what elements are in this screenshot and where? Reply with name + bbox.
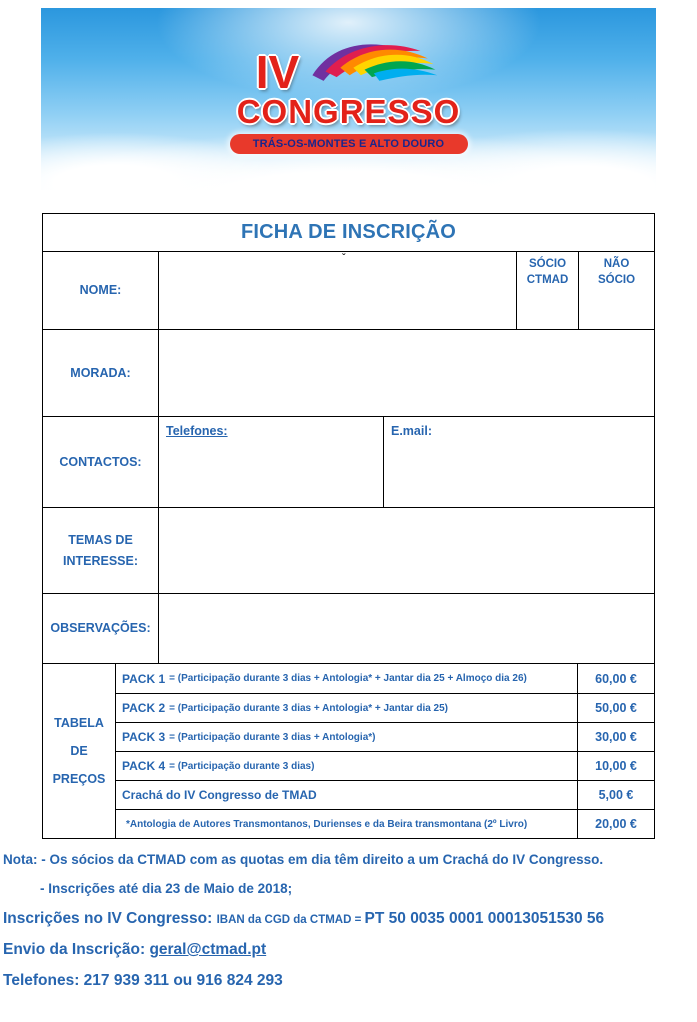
observacoes-input-area[interactable] — [159, 594, 654, 663]
price-item-name — [116, 694, 577, 722]
banner-subtitle: TRÁS-OS-MONTES E ALTO DOURO — [252, 138, 445, 150]
price-item-name — [116, 752, 577, 780]
banner-subtitle-bar — [230, 134, 468, 154]
pack-detail: = (Participação durante 3 dias + Antologia* + Jantar dia 25 + Almoço dia 26) — [169, 673, 527, 684]
price-value: 5,00 € — [577, 781, 654, 809]
form-title: FICHA DE INSCRIÇÃO — [240, 221, 457, 243]
footer-notes — [3, 852, 695, 1003]
price-value: 60,00 € — [577, 664, 654, 693]
price-table-label — [43, 664, 116, 838]
email-link[interactable]: geral@ctmad.pt — [149, 941, 267, 958]
inscricoes-label: Inscrições no IV Congresso: — [3, 910, 217, 927]
price-item-name — [116, 781, 577, 809]
price-label-line: PREÇOS — [52, 772, 106, 786]
price-value: 20,00 € — [577, 810, 654, 838]
nome-row — [43, 251, 654, 329]
nota-line: Nota: - Os sócios da CTMAD com as quotas em dia têm direito a um Crachá do IV Congresso. — [3, 852, 604, 867]
pack-detail: = (Participação durante 3 dias + Antologia*) — [169, 731, 376, 743]
pack-detail: = (Participação durante 3 dias + Antologia* + Jantar dia 25) — [169, 702, 449, 714]
price-table-section — [43, 663, 654, 838]
socio-ctmad-cell[interactable] — [516, 252, 578, 329]
inscricoes-deadline-line: - Inscrições até dia 23 de Maio de 2018; — [40, 881, 293, 896]
congress-banner — [41, 8, 656, 190]
iban-number: PT 50 0035 0001 00013051530 56 — [364, 910, 605, 927]
socio-ctmad-header: SÓCIO CTMAD — [526, 258, 569, 286]
contactos-row — [43, 416, 654, 507]
pack-title: Crachá do IV Congresso de TMAD — [122, 788, 317, 802]
pack-title: PACK 2 — [122, 701, 166, 715]
title-caret-mark: ˇ — [342, 253, 346, 264]
price-row-pack1 — [116, 664, 654, 693]
nome-input-area[interactable] — [159, 252, 516, 329]
observacoes-row — [43, 593, 654, 663]
pack-title: PACK 4 — [122, 759, 166, 773]
email-input-area[interactable] — [384, 417, 654, 507]
banner-logo-row — [41, 38, 656, 98]
registration-form-table — [42, 213, 655, 839]
pack-detail: *Antologia de Autores Transmontanos, Durienses e da Beira transmontana (2º Livro) — [126, 818, 528, 830]
banner-roman-numeral: IV — [255, 46, 300, 98]
temas-row — [43, 507, 654, 593]
form-title-row — [43, 214, 654, 251]
banner-title: CONGRESSO — [236, 93, 461, 130]
iban-line — [3, 910, 695, 928]
morada-label: MORADA: — [43, 330, 159, 416]
pack-detail: = (Participação durante 3 dias) — [169, 760, 315, 772]
price-row-pack2 — [116, 693, 654, 722]
price-row-pack3 — [116, 722, 654, 751]
email-label: E.mail: — [391, 424, 432, 438]
price-label-line: TABELA — [54, 716, 104, 730]
morada-input-area[interactable] — [159, 330, 654, 416]
observacoes-label: OBSERVAÇÕES: — [43, 594, 159, 663]
congress-swoosh-icon — [303, 38, 441, 92]
nao-socio-cell[interactable] — [578, 252, 654, 329]
temas-label: TEMAS DE INTERESSE: — [43, 508, 159, 593]
nao-socio-header: NÃO SÓCIO — [597, 258, 636, 286]
price-value: 50,00 € — [577, 694, 654, 722]
morada-row — [43, 329, 654, 416]
envio-label: Envio da Inscrição: — [3, 941, 150, 958]
price-item-name — [116, 664, 577, 693]
price-item-name — [116, 810, 577, 838]
price-rows — [116, 664, 654, 838]
price-label-line: DE — [70, 744, 88, 758]
pack-title: PACK 1 — [122, 671, 166, 686]
price-item-name — [116, 723, 577, 751]
telefones-label: Telefones: — [166, 424, 228, 438]
telefones-input-area[interactable] — [159, 417, 384, 507]
nome-label: NOME: — [43, 252, 159, 329]
price-value: 10,00 € — [577, 752, 654, 780]
price-row-pack4 — [116, 751, 654, 780]
price-value: 30,00 € — [577, 723, 654, 751]
price-row-cracha — [116, 780, 654, 809]
telefones-line: Telefones: 217 939 311 ou 916 824 293 — [3, 972, 283, 989]
pack-title: PACK 3 — [122, 730, 166, 744]
price-row-antologia — [116, 809, 654, 838]
envio-line — [3, 941, 695, 959]
temas-input-area[interactable] — [159, 508, 654, 593]
contactos-label: CONTACTOS: — [43, 417, 159, 507]
iban-label: IBAN da CGD da CTMAD = — [216, 914, 365, 926]
